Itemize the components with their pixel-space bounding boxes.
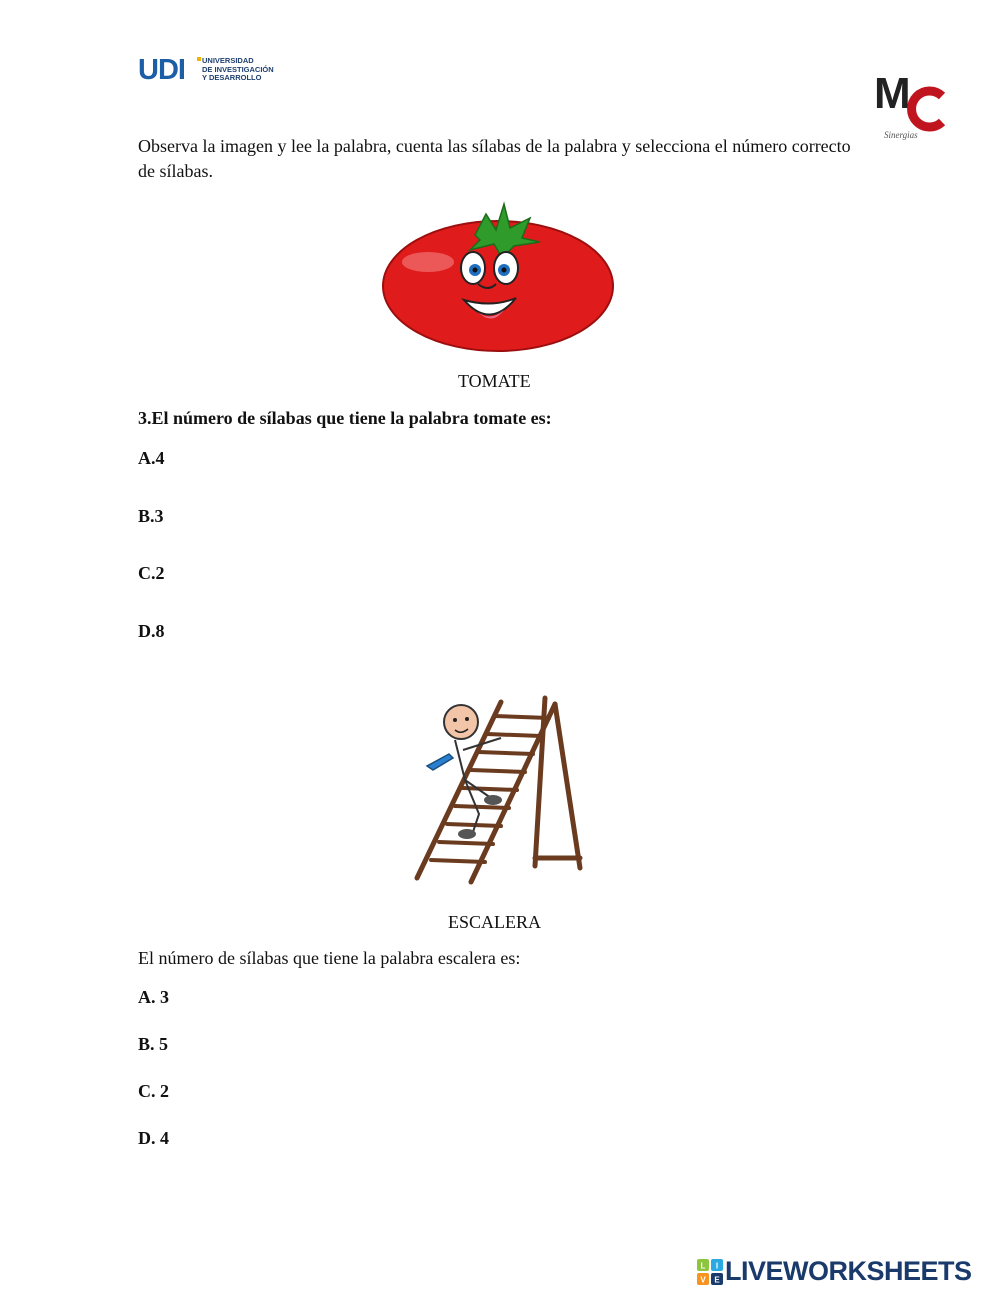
q2-option-b[interactable]: B. 5 (138, 1034, 169, 1054)
udi-logo-accent (197, 57, 201, 61)
question-1-prompt: 3.El número de sílabas que tiene la palabra tomate es: (138, 408, 552, 428)
q1-option-c[interactable]: C.2 (138, 563, 165, 583)
mc-logo-c (912, 91, 942, 127)
svg-text:E: E (714, 1275, 720, 1285)
liveworksheets-wordmark: LIVEWORKSHEETS (725, 1256, 972, 1286)
q1-option-b[interactable]: B.3 (138, 506, 164, 526)
liveworksheets-logo[interactable] (697, 1254, 997, 1288)
svg-text:I: I (715, 1261, 719, 1271)
mc-logo-subtitle: Sinergias (884, 130, 918, 140)
instructions-text: Observa la imagen y lee la palabra, cuenta las sílabas de la palabra y selecciona el número correcto de sílabas. (138, 136, 851, 181)
q2-option-a[interactable]: A. 3 (138, 987, 169, 1007)
liveworksheets-badge-icon (697, 1259, 723, 1285)
udi-logo-word: UDI (138, 54, 185, 86)
q2-option-c[interactable]: C. 2 (138, 1081, 169, 1101)
word-label-escalera: ESCALERA (448, 912, 542, 932)
svg-text:L: L (700, 1261, 706, 1271)
q1-option-d[interactable]: D.8 (138, 621, 165, 641)
udi-logo (138, 54, 283, 88)
q1-option-a[interactable]: A.4 (138, 448, 165, 468)
word-label-tomate: TOMATE (458, 371, 531, 391)
ladder-climber-icon (405, 690, 595, 890)
mc-logo-m: M (874, 69, 911, 118)
q2-option-d[interactable]: D. 4 (138, 1128, 169, 1148)
tomato-icon (380, 200, 616, 356)
svg-text:V: V (700, 1275, 706, 1285)
udi-logo-text: UNIVERSIDAD DE INVESTIGACIÓN Y DESARROLLO (202, 56, 274, 82)
question-2-prompt: El número de sílabas que tiene la palabra escalera es: (138, 948, 521, 968)
